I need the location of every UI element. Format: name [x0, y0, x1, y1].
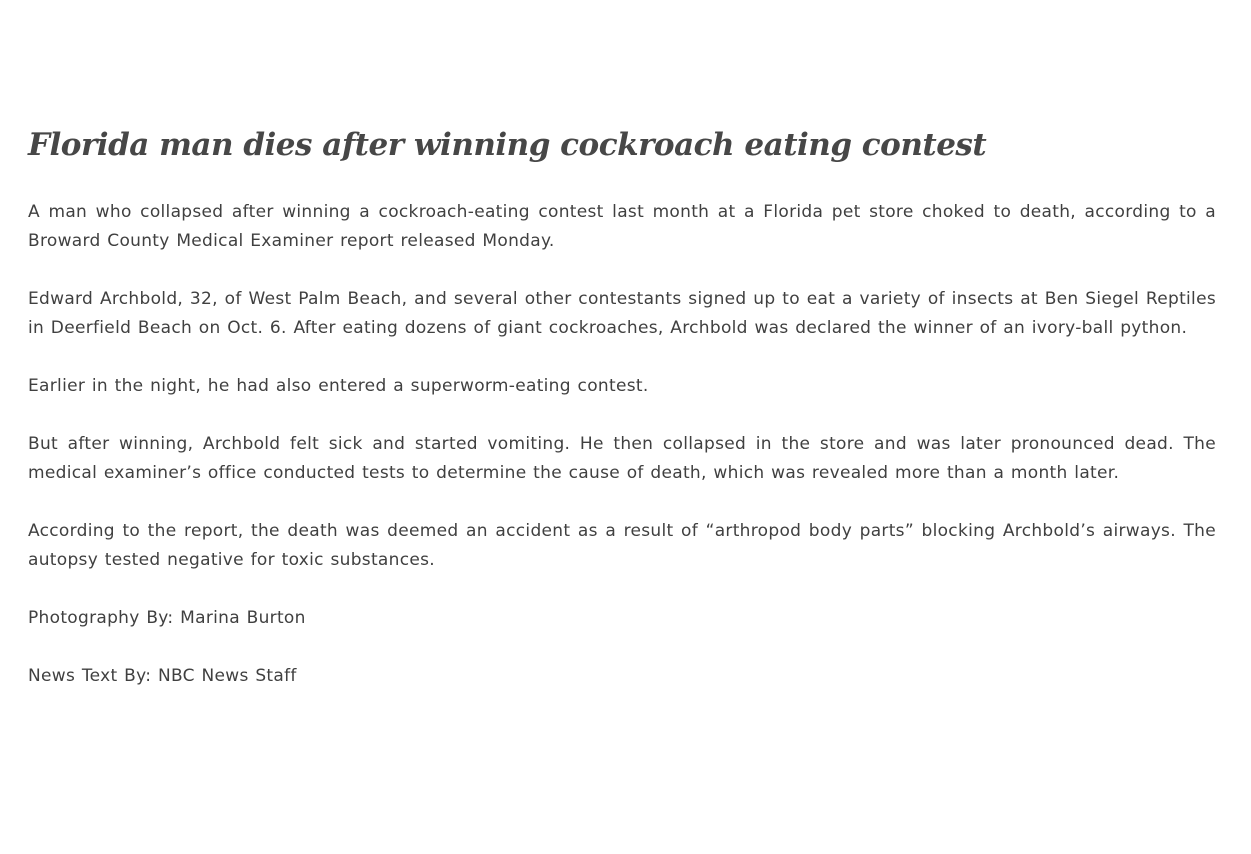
photography-credit: Photography By: Marina Burton — [28, 608, 306, 628]
article-paragraph: A man who collapsed after winning a cockroach-eating contest last month at a Florida pet store choked to death, according to a Broward County Medical Examiner report released Monday. — [28, 202, 1216, 251]
article-paragraph: According to the report, the death was deemed an accident as a result of “arthropod body parts” blocking Archbold’s airways. The autopsy tested negative for toxic substances. — [28, 521, 1216, 570]
article-paragraph: Edward Archbold, 32, of West Palm Beach, and several other contestants signed up to eat a variety of insects at Ben Siegel Reptiles in Deerfield Beach on Oct. 6. After eating dozens of giant cockroaches, Archbold was declared the winner of an ivory-ball python. — [28, 289, 1216, 338]
article — [28, 122, 1216, 720]
article-paragraph: Earlier in the night, he had also entered a superworm-eating contest. — [28, 376, 649, 396]
article-headline: Florida man dies after winning cockroach eating contest — [28, 127, 987, 163]
news-text-credit: News Text By: NBC News Staff — [28, 666, 297, 686]
article-paragraph: But after winning, Archbold felt sick and started vomiting. He then collapsed in the store and was later pronounced dead. The medical examiner’s office conducted tests to determine the cause of death, which was revealed more than a month later. — [28, 434, 1216, 483]
